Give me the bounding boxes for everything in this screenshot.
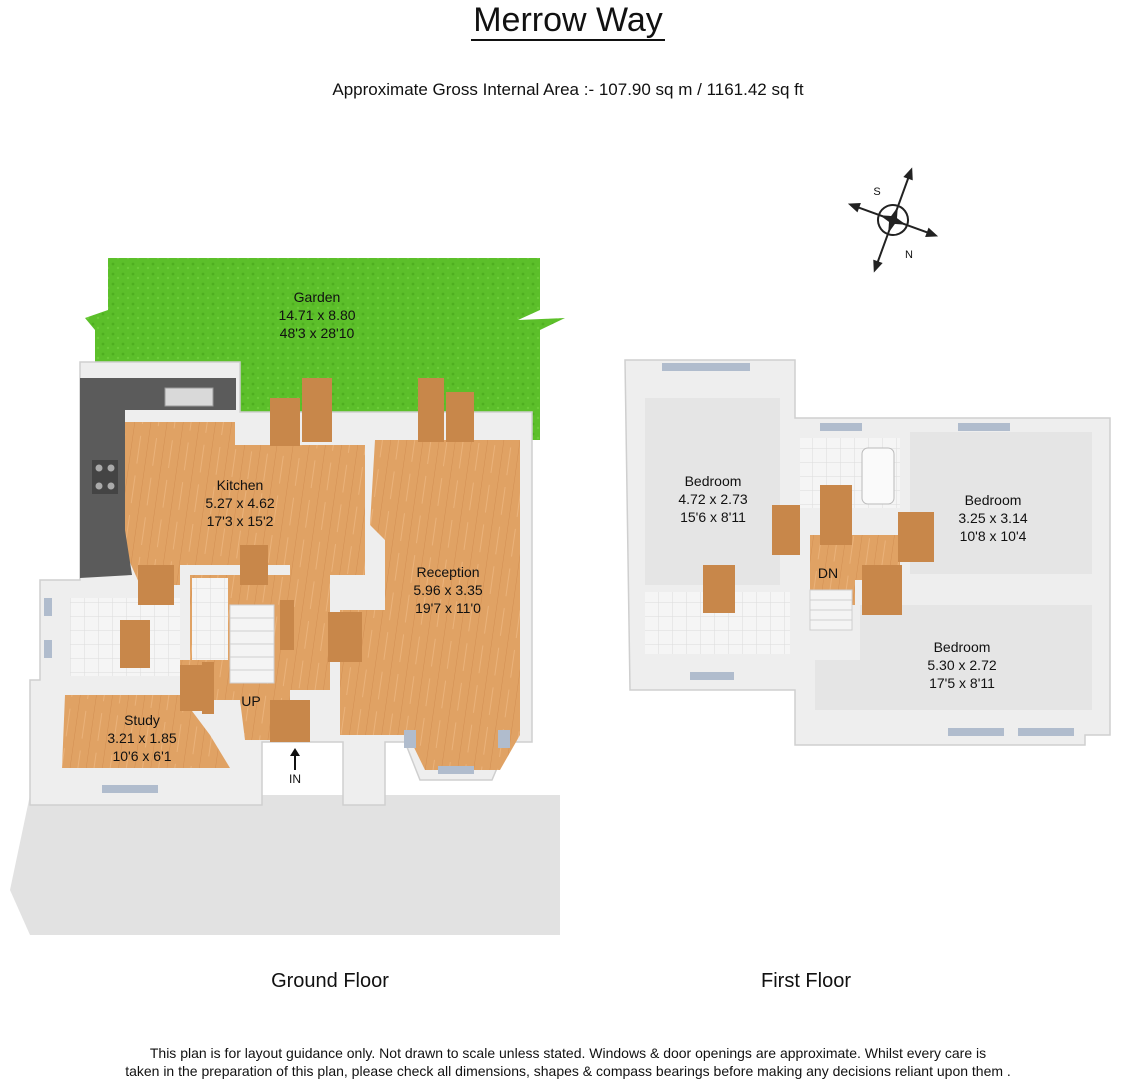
kitchen-metric: 5.27 x 4.62 (205, 495, 275, 511)
bathtub (862, 448, 894, 504)
garden-name: Garden (293, 289, 341, 305)
study-metric: 3.21 x 1.85 (107, 730, 177, 746)
first-floor-label: First Floor (761, 970, 851, 992)
disclaimer-line-1: This plan is for layout guidance only. Not drawn to scale unless stated. Windows & door openings are approximate. Whilst every care is (149, 1045, 987, 1061)
bedroom1-label (678, 472, 747, 526)
bedroom2-label (958, 491, 1027, 545)
bedroom2-metric: 3.25 x 3.14 (958, 510, 1028, 526)
garden-label (278, 288, 355, 342)
disclaimer (0, 1044, 1136, 1080)
stairs-up-label: UP (241, 693, 261, 709)
bedroom3-imperial: 17'5 x 8'11 (929, 675, 995, 691)
plan-title-text: Merrow Way (473, 1, 663, 39)
bedroom3-metric: 5.30 x 2.72 (927, 657, 997, 673)
bedroom1-name: Bedroom (684, 473, 742, 489)
study-label (107, 711, 176, 765)
bedroom1-imperial: 15'6 x 8'11 (680, 509, 746, 525)
reception-label (413, 563, 482, 617)
bedroom3-label (927, 638, 996, 692)
compass-icon (829, 151, 958, 289)
kitchen-label (205, 476, 274, 530)
ground-floor-paving (10, 795, 560, 935)
hall-tiles (192, 578, 228, 660)
garden-metric: 14.71 x 8.80 (278, 307, 356, 323)
kitchen-imperial: 17'3 x 15'2 (206, 513, 274, 529)
kitchen-sink (165, 388, 213, 406)
study-name: Study (124, 712, 160, 728)
study-imperial: 10'6 x 6'1 (112, 748, 172, 764)
compass-letter-s: S (873, 186, 881, 198)
reception-imperial: 19'7 x 11'0 (415, 600, 481, 616)
garden-imperial: 48'3 x 28'10 (279, 325, 355, 341)
stairs-down-label: DN (817, 565, 839, 581)
bedroom2-name: Bedroom (964, 492, 1022, 508)
entrance-label: IN (289, 772, 301, 786)
reception-name: Reception (416, 564, 480, 580)
reception-metric: 5.96 x 3.35 (413, 582, 483, 598)
kitchen-name: Kitchen (216, 477, 264, 493)
entrance-arrow-icon (290, 748, 300, 770)
bedroom2-imperial: 10'8 x 10'4 (959, 528, 1027, 544)
bedroom1-metric: 4.72 x 2.73 (678, 491, 748, 507)
compass-letter-n: N (905, 249, 913, 261)
first-floor-stairs (810, 590, 852, 630)
bedroom3-name: Bedroom (933, 639, 991, 655)
disclaimer-line-2: taken in the preparation of this plan, please check all dimensions, shapes & compass bearings before making any decisions reliant upon them . (125, 1063, 1011, 1079)
ground-floor-stairs (230, 605, 274, 683)
gross-area-text: Approximate Gross Internal Area :- 107.90 sq m / 1161.42 sq ft (332, 80, 804, 99)
kitchen-hob (92, 460, 118, 494)
ground-floor-label: Ground Floor (271, 970, 389, 992)
